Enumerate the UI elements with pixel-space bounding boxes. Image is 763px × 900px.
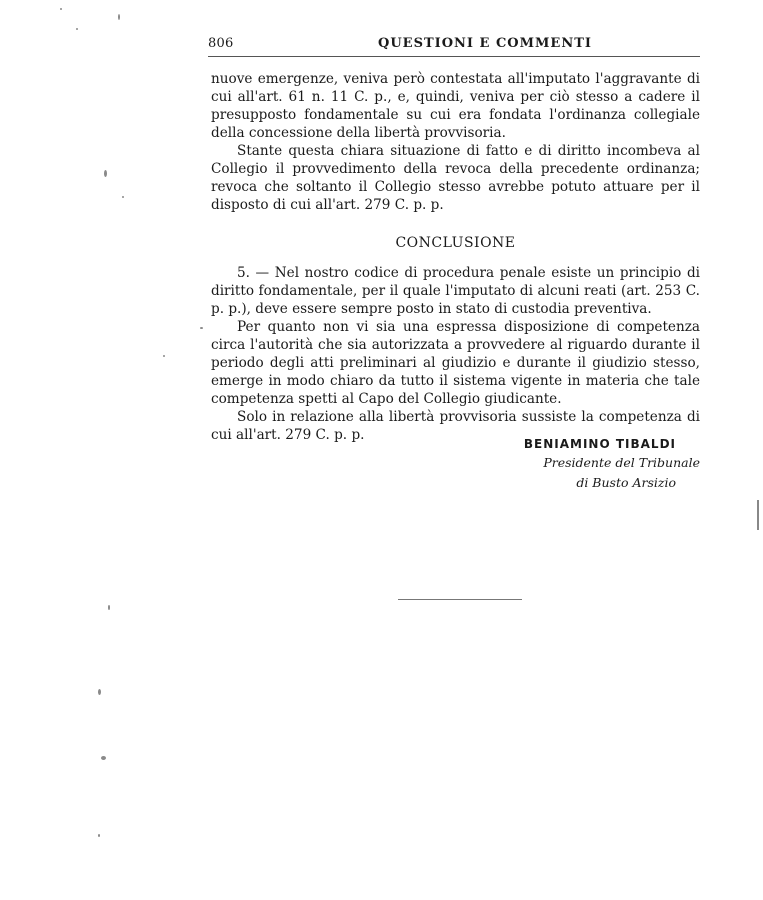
paragraph-2: Stante questa chiara situazione di fatto e di diritto incombeva al Collegio il provvedimento della revoca della precedente ordinanza; revoca che soltanto il Collegio stesso avrebbe potuto attuare per il disposto di cui all'art. 279 C. p. p.	[211, 143, 700, 213]
signature-block	[470, 437, 700, 491]
signature-title-line-2: di Busto Arsizio	[576, 475, 676, 490]
paragraph-3: 5. — Nel nostro codice di procedura penale esiste un principio di diritto fondamentale, per il quale l'imputato di alcuni reati (art. 253 C. p. p.), deve essere sempre posto in stato di custodia preventiva.	[211, 265, 700, 317]
paragraph-4: Per quanto non vi sia una espressa disposizione di competenza circa l'autorità che sia autorizzata a provvedere al riguardo durante il periodo degli atti preliminari al giudizio e durante il giudizio stesso, emerge in modo chiaro da tutto il sistema vigente in materia che tale competenza spetti al Capo del Collegio giudicante.	[211, 319, 700, 407]
body-text	[211, 70, 700, 444]
running-head: QUESTIONI E COMMENTI	[378, 36, 592, 51]
section-title: CONCLUSIONE	[395, 235, 516, 251]
closing-rule	[398, 599, 522, 600]
paragraph-1: nuove emergenze, veniva però contestata all'imputato l'aggravante di cui all'art. 61 n. 11 C. p., e, quindi, veniva per ciò stesso a cadere il presupposto fondamentale su cui era fondata l'ordinanza collegiale della concessione della libertà provvisoria.	[211, 71, 700, 141]
edge-mark	[757, 500, 759, 530]
page-number: 806	[208, 36, 234, 51]
signature-name: BENIAMINO TIBALDI	[523, 437, 676, 451]
paragraph-5: Solo in relazione alla libertà provvisoria sussiste la competenza di cui all'art. 279 C. p. p.	[211, 409, 700, 443]
signature-title-line-1: Presidente del Tribunale	[543, 455, 700, 470]
page-header	[208, 36, 700, 57]
